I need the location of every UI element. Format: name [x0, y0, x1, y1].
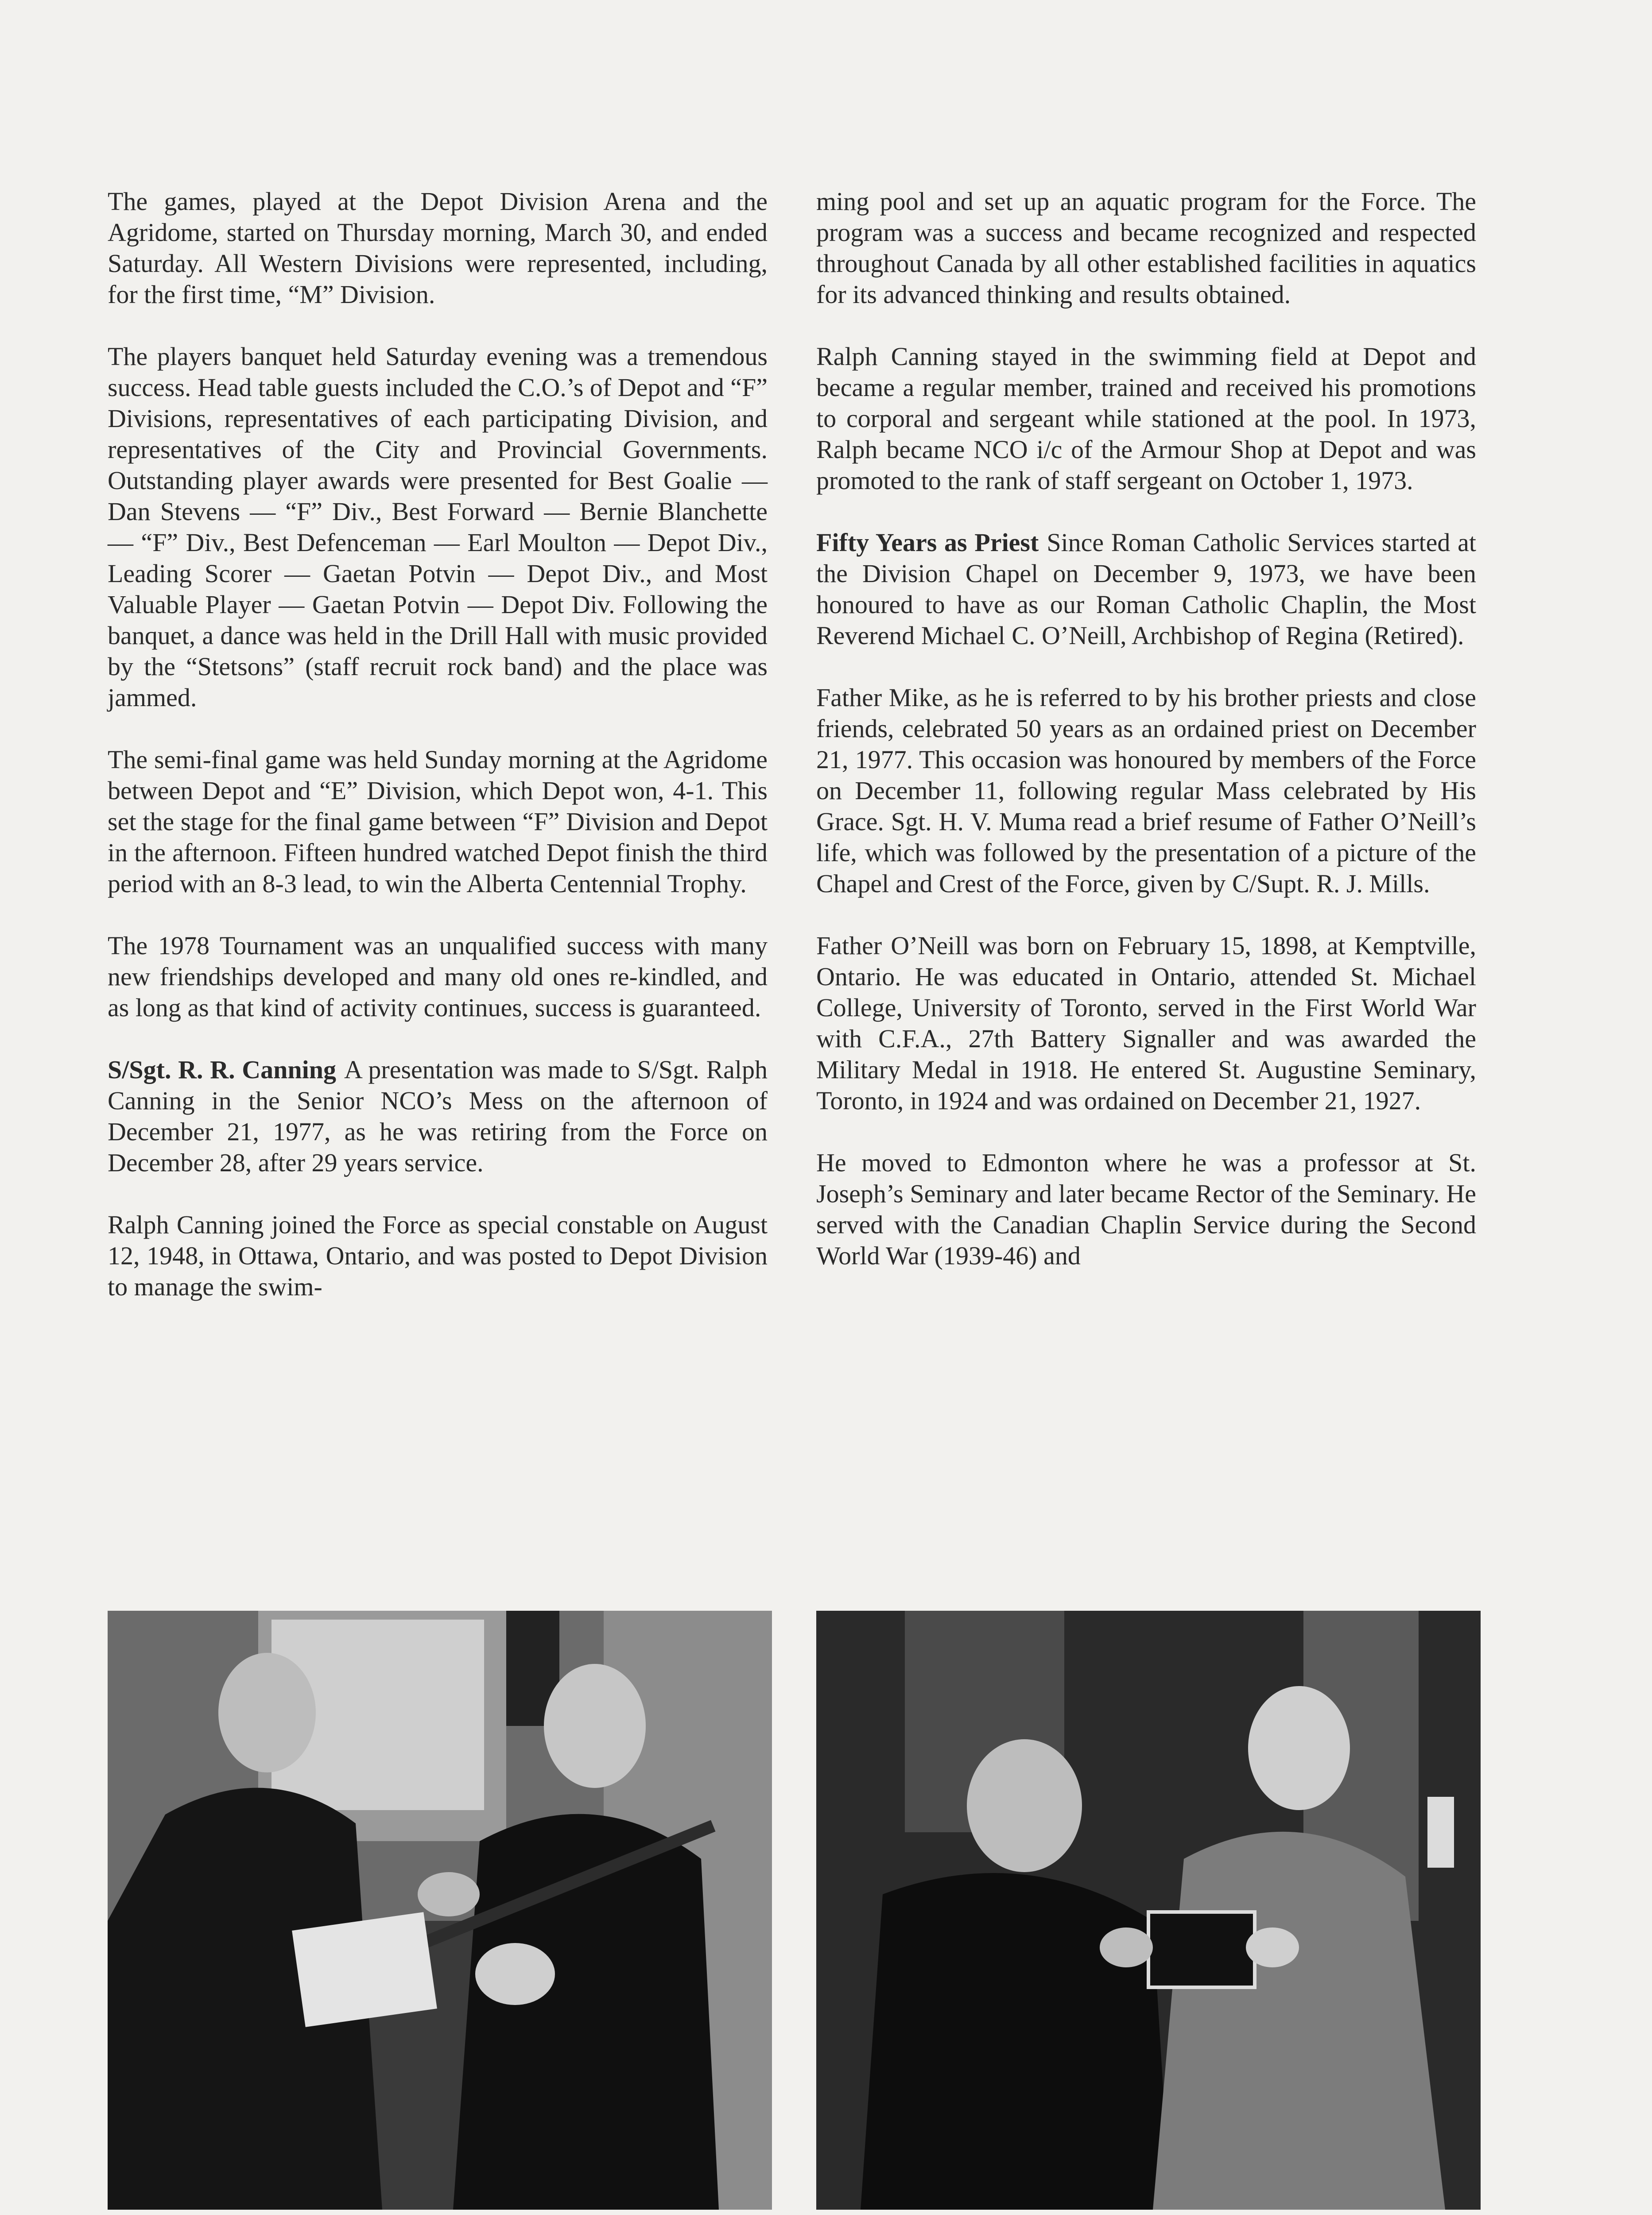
- paragraph: [816, 527, 1476, 651]
- section-lead: Fifty Years as Priest: [816, 528, 1039, 557]
- right-column: [816, 186, 1476, 1302]
- paragraph: [108, 1054, 768, 1178]
- paragraph: Father Mike, as he is referred to by his brother priests and close friends, celebrated 50 years as an ordained priest on December 21, 1977. This occasion was honoured by members of the Force on December 11, following regular Mass celebrated by His Grace. Sgt. H. V. Muma read a brief resume of Father O’Neill’s life, which was followed by the presentation of a picture of the Chapel and Crest of the Force, given by C/Supt. R. J. Mills.: [816, 683, 1476, 898]
- paragraph: The 1978 Tournament was an unqualified success with many new friendships developed and many old ones re-kindled, and as long as that kind of activity continues, success is guaranteed.: [108, 931, 768, 1022]
- paragraph: Ralph Canning joined the Force as special constable on August 12, 1948, in Ottawa, Ontario, and was posted to Depot Division to manage the swim-: [108, 1210, 768, 1301]
- left-column: [108, 186, 768, 1333]
- photo-oneill-presentation: [816, 1611, 1481, 2210]
- photo-canning-presentation: [108, 1611, 772, 2210]
- paragraph: Ralph Canning stayed in the swimming field at Depot and became a regular member, trained and received his promotions to corporal and sergeant while stationed at the pool. In 1973, Ralph became NCO i/c of the Armour Shop at Depot and was promoted to the rank of staff sergeant on October 1, 1973.: [816, 342, 1476, 495]
- photo-illustration: [816, 1611, 1481, 2210]
- photo-illustration: [108, 1611, 772, 2210]
- section-lead: S/Sgt. R. R. Canning: [108, 1055, 337, 1084]
- paragraph: Father O’Neill was born on February 15, 1898, at Kemptville, Ontario. He was educated in Ontario, attended St. Michael College, University of Toronto, served in the First World War with C.F.A., 27th Battery Signaller and was awarded the Military Medal in 1918. He entered St. Augustine Seminary, Toronto, in 1924 and was ordained on December 21, 1927.: [816, 931, 1476, 1115]
- paragraph-text: A presentation was made to S/Sgt. Ralph Canning in the Senior NCO’s Mess on the afternoon of December 21, 1977, as he was retiring from the Force on December 28, after 29 years service.: [108, 1055, 768, 1177]
- paragraph: The games, played at the Depot Division Arena and the Agridome, started on Thursday morning, March 30, and ended Saturday. All Western Divisions were represented, including, for the first time, “M” Division.: [108, 187, 768, 309]
- paragraph: The semi-final game was held Sunday morning at the Agridome between Depot and “E” Division, which Depot won, 4-1. This set the stage for the final game between “F” Division and Depot in the afternoon. Fifteen hundred watched Depot finish the third period with an 8-3 lead, to win the Alberta Centennial Trophy.: [108, 745, 768, 898]
- paragraph: ming pool and set up an aquatic program for the Force. The program was a success and became recognized and respected throughout Canada by all other established facilities in aquatics for its advanced thinking and results obtained.: [816, 187, 1476, 309]
- paragraph: He moved to Edmonton where he was a professor at St. Joseph’s Seminary and later became Rector of the Seminary. He served with the Canadian Chaplin Service during the Second World War (1939-46) and: [816, 1148, 1476, 1270]
- paragraph: The players banquet held Saturday evening was a tremendous success. Head table guests included the C.O.’s of Depot and “F” Divisions, representatives of each participating Division, and representatives of the City and Provincial Governments. Outstanding player awards were presented for Best Goalie — Dan Stevens — “F” Div., Best Forward — Bernie Blanchette — “F” Div., Best Defenceman — Earl Moulton — Depot Div., Leading Scorer — Gaetan Potvin — Depot Div., and Most Valuable Player — Gaetan Potvin — Depot Div. Following the banquet, a dance was held in the Drill Hall with music provided by the “Stetsons” (staff recruit rock band) and the place was jammed.: [108, 342, 768, 712]
- paragraph-text: Since Roman Catholic Services started at the Division Chapel on December 9, 1973, we have been honoured to have as our Roman Catholic Chaplin, the Most Reverend Michael C. O’Neill, Archbishop of Regina (Retired).: [816, 528, 1476, 650]
